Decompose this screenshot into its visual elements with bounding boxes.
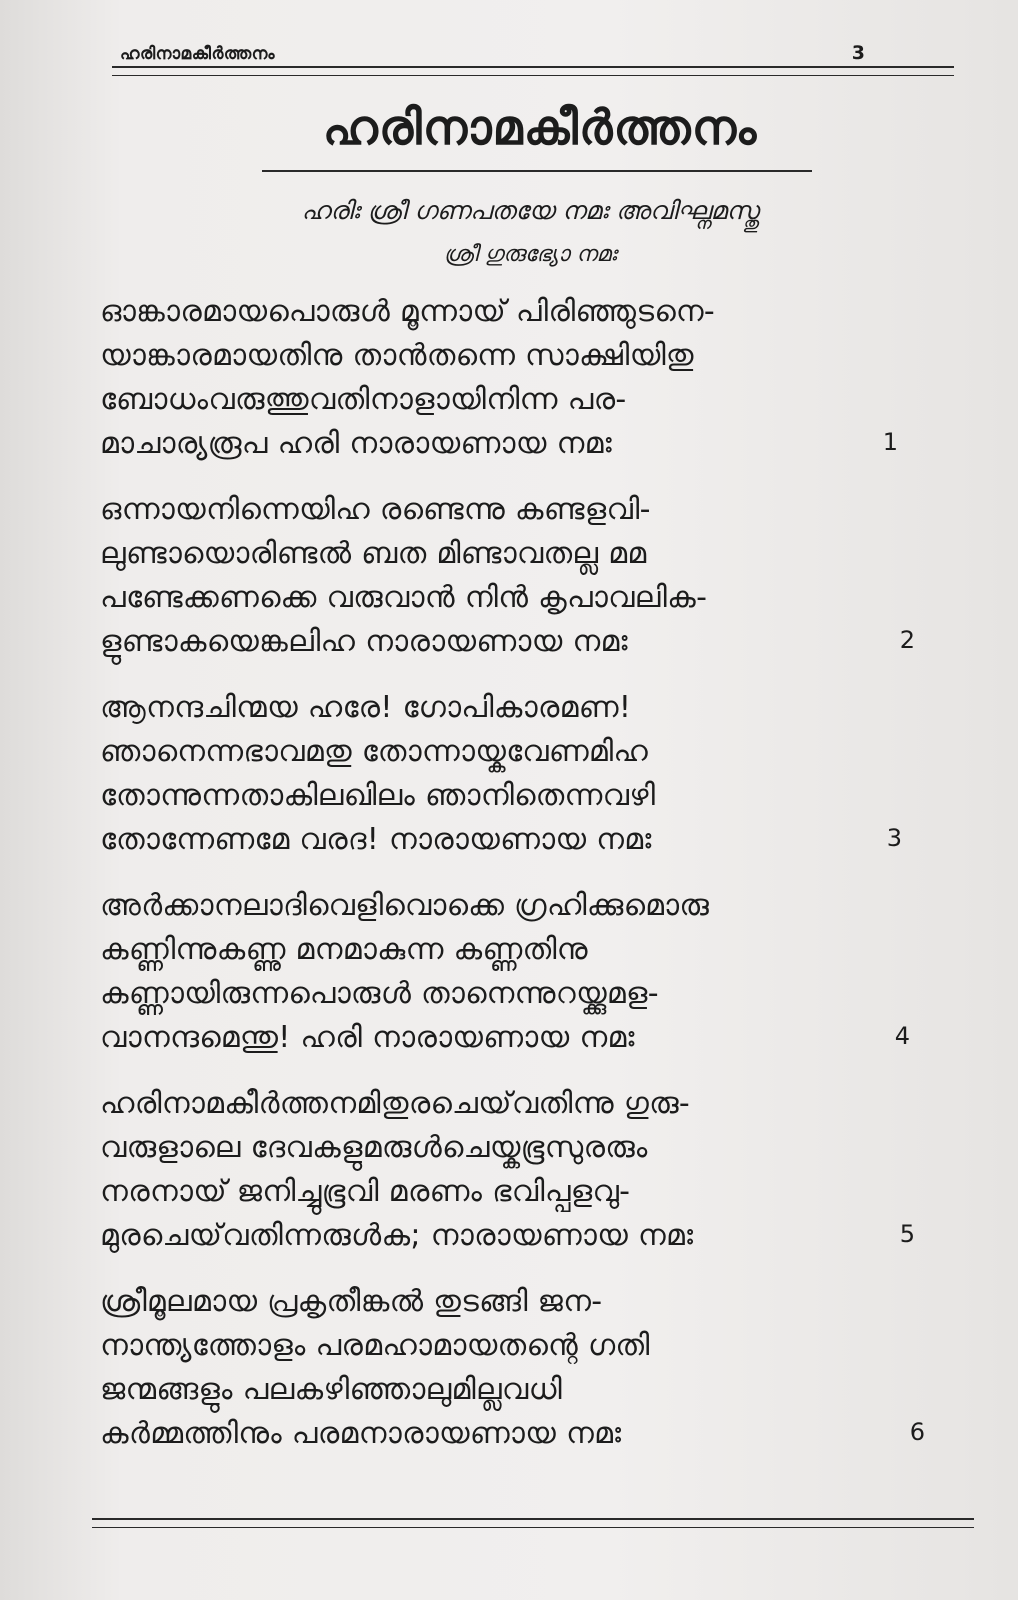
verse-5: [100, 1082, 960, 1258]
verse-line: മുരചെയ്‌വതിന്നരുൾക; നാരായണായ നമഃ: [100, 1218, 694, 1253]
footer-rule: [92, 1518, 974, 1528]
verse-line: പണ്ടേക്കണക്കെ വരുവാൻ നിൻ കൃപാവലിക-: [100, 580, 708, 615]
running-title: ഹരിനാമകീർത്തനം: [120, 44, 276, 64]
verse-line: തോന്നുന്നതാകിലഖിലം ഞാനിതെന്നവഴി: [100, 778, 656, 813]
verse-line: വാനന്ദമെന്തു! ഹരി നാരായണായ നമഃ: [100, 1020, 635, 1055]
verse-2: [100, 488, 960, 664]
verse-line: യാങ്കാരമായതിനു താൻതന്നെ സാക്ഷിയിതു: [100, 338, 694, 373]
verse-number: 1: [882, 428, 898, 456]
title-underline: [262, 170, 812, 172]
verse-1: [100, 290, 960, 466]
verse-line: ഒന്നായനിന്നെയിഹ രണ്ടെന്നു കണ്ടളവി-: [100, 492, 651, 527]
verses: [100, 290, 960, 1478]
running-header: [120, 42, 950, 64]
verse-number: 5: [899, 1220, 915, 1248]
page-number: 3: [851, 42, 865, 64]
verse-line: ജന്മങ്ങളും പലകഴിഞ്ഞാലുമില്ലവധി: [100, 1372, 563, 1407]
verse-line: നരനായ് ജനിച്ചുഭൂവി മരണം ഭവിപ്പളവു-: [100, 1174, 631, 1209]
verse-line: തോന്നേണമേ വരദ! നാരായണായ നമഃ: [100, 822, 652, 857]
header-rule: [112, 66, 954, 76]
page-title: ഹരിനാമകീർത്തനം: [322, 100, 758, 156]
verse-line: വരുളാലെ ദേവകളുമരുൾചെയ്കഭൂസുരരും: [100, 1130, 648, 1165]
verse-3: [100, 686, 960, 862]
verse-line: ആനന്ദചിന്മയ ഹരേ! ഗോപികാരമണ!: [100, 690, 632, 725]
invocation-line-1: ഹരിഃ ശ്രീ ഗണപതയേ നമഃ അവിഘ്നമസ്തു: [301, 196, 759, 225]
verse-line: ഹരിനാമകീർത്തനമിതുരചെയ്‌വതിന്നു ഗുരു-: [100, 1086, 691, 1121]
verse-6: [100, 1280, 960, 1456]
verse-line: കണ്ണിന്നുകണ്ണു മനമാകുന്ന കണ്ണതിനു: [100, 932, 588, 967]
verse-number: 2: [899, 626, 915, 654]
verse-4: [100, 884, 960, 1060]
verse-line: ഞാനെന്നഭാവമതു തോന്നായ്കവേണമിഹ: [100, 734, 649, 769]
verse-line: ഓങ്കാരമായപൊരുൾ മൂന്നായ് പിരിഞ്ഞുടനെ-: [100, 294, 716, 329]
invocation-line-2: ശ്രീ ഗുരുഭ്യോ നമഃ: [443, 242, 617, 267]
verse-line: ബോധംവരുത്തുവതിനാളായിനിന്ന പര-: [100, 382, 627, 417]
verse-line: ശ്രീമൂലമായ പ്രകൃതീങ്കൽ തുടങ്ങി ജന-: [100, 1284, 603, 1319]
verse-line: മാചാര്യരൂപ ഹരി നാരായണായ നമഃ: [100, 426, 612, 461]
verse-line: ളുണ്ടാകയെങ്കലിഹ നാരായണായ നമഃ: [100, 624, 628, 659]
verse-line: അർക്കാനലാദിവെളിവൊക്കെ ഗ്രഹിക്കുമൊരു: [100, 888, 710, 923]
verse-line: ലുണ്ടായൊരിണ്ടൽ ബത മിണ്ടാവതല്ല മമ: [100, 536, 647, 571]
verse-number: 6: [909, 1418, 925, 1446]
verse-number: 3: [886, 824, 902, 852]
verse-line: കർമ്മത്തിനും പരമനാരായണായ നമഃ: [100, 1416, 622, 1451]
verse-number: 4: [894, 1022, 910, 1050]
verse-line: നാന്ത്യത്തോളം പരമഹാമായതന്റെ ഗതി: [100, 1328, 650, 1363]
verse-line: കണ്ണായിരുന്നപൊരുൾ താനെന്നുറയ്ക്കുമള-: [100, 976, 659, 1011]
